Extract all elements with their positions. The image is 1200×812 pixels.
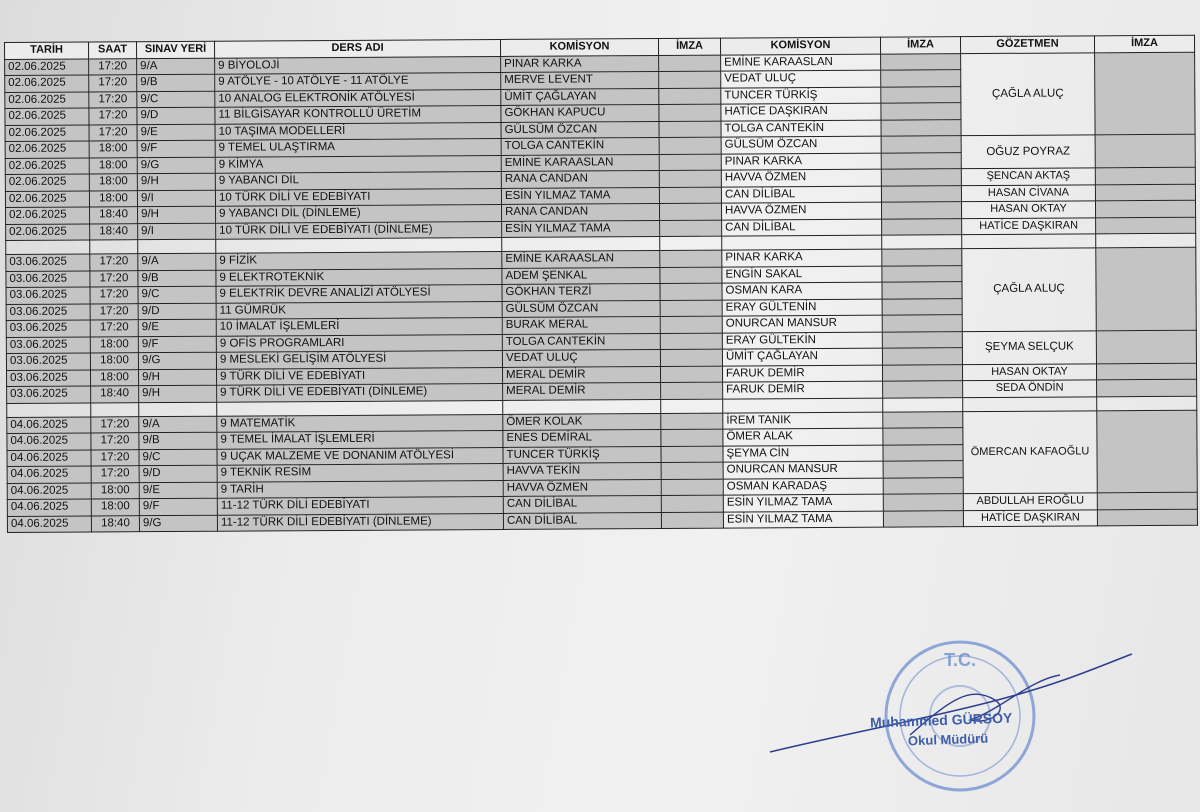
cell-time: 17:20 xyxy=(89,124,137,141)
cell-signature-2 xyxy=(881,103,961,120)
cell-date: 03.06.2025 xyxy=(6,287,90,304)
cell-commission-1: RANA CANDAN xyxy=(501,170,659,187)
cell-commission-1: ENES DEMİRAL xyxy=(503,429,661,446)
cell-commission-1: ÜMİT ÇAĞLAYAN xyxy=(501,88,659,105)
cell-signature-1 xyxy=(661,446,723,463)
cell-time: 17:20 xyxy=(89,75,137,92)
cell-proctor: HASAN CİVANA xyxy=(961,184,1095,201)
cell-course: 9 MESLEKİ GELİŞİM ATÖLYESİ xyxy=(216,350,502,368)
header-gozetmen: GÖZETMEN xyxy=(960,36,1094,53)
cell-commission-1: TOLGA CANTEKİN xyxy=(501,138,659,155)
cell-signature-2 xyxy=(882,282,962,299)
cell-room: 9/H xyxy=(138,206,216,223)
cell-signature-3 xyxy=(1095,134,1195,168)
cell-date: 03.06.2025 xyxy=(6,320,90,337)
cell-date: 04.06.2025 xyxy=(7,499,91,516)
cell-commission-2: TOLGA CANTEKİN xyxy=(721,120,881,137)
cell-signature-2 xyxy=(881,202,961,219)
cell-signature-2 xyxy=(882,298,962,315)
cell-time: 17:20 xyxy=(91,449,139,466)
cell-signature-1 xyxy=(659,121,721,138)
cell-signature-2 xyxy=(881,152,961,169)
cell-signature-3 xyxy=(1095,167,1195,184)
cell-course: 10 İMALAT İŞLEMLERİ xyxy=(216,317,502,335)
cell-commission-2: HAVVA ÖZMEN xyxy=(721,202,881,219)
cell-time: 17:20 xyxy=(89,58,137,75)
cell-signature-1 xyxy=(659,170,721,187)
cell-signature-3 xyxy=(1096,330,1196,364)
cell-commission-2: ONURCAN MANSUR xyxy=(722,315,882,332)
cell-room: 9/E xyxy=(137,124,215,141)
cell-commission-2: PINAR KARKA xyxy=(721,153,881,170)
cell-signature-2 xyxy=(883,494,963,511)
cell-commission-2: ESİN YILMAZ TAMA xyxy=(723,511,883,528)
cell-course: 9 KİMYA xyxy=(215,155,501,173)
cell-time: 18:40 xyxy=(91,515,139,532)
cell-commission-1: CAN DİLİBAL xyxy=(503,512,661,529)
cell-signature-2 xyxy=(881,136,961,153)
header-imza-3: İMZA xyxy=(1094,35,1194,52)
cell-date: 02.06.2025 xyxy=(6,223,90,240)
cell-signature-3 xyxy=(1095,184,1195,201)
cell-signature-1 xyxy=(661,479,723,496)
cell-signature-1 xyxy=(661,462,723,479)
cell-course: 9 TEKNİK RESİM xyxy=(217,463,503,481)
cell-commission-1: GÜLSÜM ÖZCAN xyxy=(501,121,659,138)
cell-signature-3 xyxy=(1097,410,1198,493)
cell-course: 9 UÇAK MALZEME VE DONANIM ATÖLYESİ xyxy=(217,447,503,465)
header-sinav-yeri: SINAV YERİ xyxy=(137,41,215,58)
cell-time: 18:00 xyxy=(90,353,138,370)
cell-room: 9/G xyxy=(139,515,217,532)
cell-signature-2 xyxy=(882,348,962,365)
cell-date: 03.06.2025 xyxy=(7,386,91,403)
cell-signature-1 xyxy=(660,250,722,267)
cell-time: 18:00 xyxy=(90,336,138,353)
cell-course: 9 ELEKTRİK DEVRE ANALİZİ ATÖLYESİ xyxy=(216,284,502,302)
cell-time: 18:00 xyxy=(89,190,137,207)
cell-signature-2 xyxy=(883,477,963,494)
cell-course: 10 TÜRK DİLİ VE EDEBİYATI xyxy=(215,188,501,206)
cell-signature-2 xyxy=(882,331,962,348)
cell-room: 9/H xyxy=(139,369,217,386)
cell-signature-3 xyxy=(1097,509,1197,526)
header-imza-2: İMZA xyxy=(880,37,960,54)
cell-date: 03.06.2025 xyxy=(6,254,90,271)
cell-signature-2 xyxy=(881,70,961,87)
cell-commission-2: İREM TANIK xyxy=(723,412,883,429)
cell-commission-1: GÖKHAN TERZİ xyxy=(502,283,660,300)
cell-date: 04.06.2025 xyxy=(7,416,91,433)
cell-course: 11 BİLGİSAYAR KONTROLLÜ ÜRETİM xyxy=(215,105,501,123)
cell-time: 18:00 xyxy=(89,157,137,174)
cell-commission-2: TUNCER TÜRKİŞ xyxy=(721,87,881,104)
exam-schedule-sheet xyxy=(4,35,1198,533)
cell-date: 02.06.2025 xyxy=(5,141,89,158)
cell-date: 04.06.2025 xyxy=(7,466,91,483)
cell-room: 9/C xyxy=(139,449,217,466)
cell-proctor: HATİCE DAŞKIRAN xyxy=(963,509,1097,526)
cell-signature-3 xyxy=(1095,200,1195,217)
cell-date: 04.06.2025 xyxy=(7,449,91,466)
cell-course: 9 MATEMATİK xyxy=(217,414,503,432)
cell-commission-1: TOLGA CANTEKİN xyxy=(502,333,660,350)
cell-date: 02.06.2025 xyxy=(6,207,90,224)
cell-commission-1: HAVVA ÖZMEN xyxy=(503,479,661,496)
cell-time: 17:20 xyxy=(90,320,138,337)
cell-room: 9/F xyxy=(138,336,216,353)
cell-date: 02.06.2025 xyxy=(5,91,89,108)
cell-commission-2: ONURCAN MANSUR xyxy=(723,461,883,478)
cell-commission-2: OSMAN KARADAŞ xyxy=(723,478,883,495)
cell-commission-2: PINAR KARKA xyxy=(722,249,882,266)
cell-room: 9/D xyxy=(139,465,217,482)
cell-proctor: ŞEYMA SELÇUK xyxy=(962,330,1096,364)
cell-signature-1 xyxy=(660,283,722,300)
cell-date: 03.06.2025 xyxy=(6,270,90,287)
cell-course: 9 TÜRK DİLİ VE EDEBİYATI (DİNLEME) xyxy=(217,383,503,401)
cell-course: 9 YABANCI DİL (DİNLEME) xyxy=(216,204,502,222)
cell-signature-1 xyxy=(660,220,722,237)
cell-commission-1: ESİN YILMAZ TAMA xyxy=(502,220,660,237)
cell-commission-2: HAVVA ÖZMEN xyxy=(721,169,881,186)
cell-room: 9/B xyxy=(139,432,217,449)
cell-signature-2 xyxy=(881,86,961,103)
cell-date: 02.06.2025 xyxy=(5,58,89,75)
cell-signature-1 xyxy=(659,71,721,88)
cell-date: 02.06.2025 xyxy=(5,108,89,125)
cell-commission-1: ADEM ŞENKAL xyxy=(502,267,660,284)
cell-signature-1 xyxy=(660,333,722,350)
header-tarih: TARİH xyxy=(5,42,89,59)
cell-signature-1 xyxy=(659,137,721,154)
cell-proctor: ABDULLAH EROĞLU xyxy=(963,493,1097,510)
cell-room: 9/G xyxy=(137,157,215,174)
header-saat: SAAT xyxy=(89,42,137,59)
cell-signature-2 xyxy=(883,444,963,461)
cell-course: 9 ELEKTROTEKNİK xyxy=(216,268,502,286)
cell-room: 9/H xyxy=(137,173,215,190)
cell-commission-1: ÖMER KOLAK xyxy=(503,413,661,430)
signer-title: Okul Müdürü xyxy=(907,730,989,749)
cell-room: 9/C xyxy=(137,91,215,108)
cell-signature-1 xyxy=(661,495,723,512)
cell-signature-2 xyxy=(881,119,961,136)
cell-date: 04.06.2025 xyxy=(7,515,91,532)
header-ders-adi: DERS ADI xyxy=(214,39,500,57)
header-komisyon-2: KOMİSYON xyxy=(720,37,880,54)
cell-commission-2: ÖMER ALAK xyxy=(723,428,883,445)
cell-course: 9 TEMEL İMALAT İŞLEMLERİ xyxy=(217,430,503,448)
header-imza-1: İMZA xyxy=(658,38,720,55)
cell-commission-1: ESİN YILMAZ TAMA xyxy=(501,187,659,204)
cell-commission-2: FARUK DEMİR xyxy=(722,365,882,382)
cell-date: 02.06.2025 xyxy=(5,75,89,92)
cell-date: 03.06.2025 xyxy=(6,336,90,353)
cell-proctor: ŞENCAN AKTAŞ xyxy=(961,168,1095,185)
cell-commission-1: BURAK MERAL xyxy=(502,316,660,333)
cell-signature-1 xyxy=(660,300,722,317)
cell-commission-1: MERAL DEMİR xyxy=(502,366,660,383)
cell-room: 9/F xyxy=(139,498,217,515)
cell-proctor: HASAN OKTAY xyxy=(961,201,1095,218)
cell-signature-1 xyxy=(661,512,723,529)
cell-commission-2: ERAY GÜLTENİN xyxy=(722,299,882,316)
cell-commission-1: EMİNE KARAASLAN xyxy=(502,250,660,267)
cell-signature-2 xyxy=(882,364,962,381)
cell-proctor: HASAN OKTAY xyxy=(962,363,1096,380)
cell-signature-1 xyxy=(659,88,721,105)
cell-commission-1: CAN DİLİBAL xyxy=(503,495,661,512)
cell-signature-1 xyxy=(660,267,722,284)
cell-room: 9/I xyxy=(137,190,215,207)
cell-room: 9/B xyxy=(138,270,216,287)
cell-signature-1 xyxy=(661,429,723,446)
cell-course: 11 GÜMRÜK xyxy=(216,301,502,319)
cell-course: 10 ANALOG ELEKTRONİK ATÖLYESİ xyxy=(215,89,501,107)
cell-signature-2 xyxy=(881,185,961,202)
cell-time: 18:00 xyxy=(91,369,139,386)
cell-proctor: ÇAĞLA ALUÇ xyxy=(962,248,1097,331)
cell-time: 18:00 xyxy=(91,482,139,499)
cell-signature-2 xyxy=(882,218,962,235)
cell-commission-1: VEDAT ULUÇ xyxy=(502,349,660,366)
cell-room: 9/D xyxy=(138,303,216,320)
cell-commission-1: GÜLSÜM ÖZCAN xyxy=(502,300,660,317)
cell-commission-2: ERAY GÜLTEKİN xyxy=(722,332,882,349)
stamp-top-text: T.C. xyxy=(943,650,977,670)
cell-proctor: ÖMERCAN KAFAOĞLU xyxy=(963,410,1098,493)
cell-commission-2: EMİNE KARAASLAN xyxy=(721,54,881,71)
cell-date: 04.06.2025 xyxy=(7,482,91,499)
cell-commission-1: GÖKHAN KAPUCU xyxy=(501,105,659,122)
cell-commission-2: CAN DİLİBAL xyxy=(722,219,882,236)
cell-signature-2 xyxy=(882,265,962,282)
cell-course: 9 TÜRK DİLİ VE EDEBİYATI xyxy=(216,367,502,385)
cell-time: 17:20 xyxy=(90,254,138,271)
cell-room: 9/F xyxy=(137,140,215,157)
cell-commission-2: HATİCE DAŞKIRAN xyxy=(721,103,881,120)
cell-signature-1 xyxy=(661,413,723,430)
cell-commission-1: TUNCER TÜRKİŞ xyxy=(503,446,661,463)
cell-signature-1 xyxy=(659,55,721,72)
cell-commission-2: ENGİN SAKAL xyxy=(722,266,882,283)
cell-commission-1: PINAR KARKA xyxy=(501,55,659,72)
cell-room: 9/I xyxy=(138,223,216,240)
cell-proctor: SEDA ÖNDİN xyxy=(963,380,1097,397)
cell-course: 10 TAŞIMA MODELLERİ xyxy=(215,122,501,140)
cell-date: 02.06.2025 xyxy=(5,190,89,207)
signer-name: Muhammed GÜRSOY xyxy=(869,709,1013,731)
cell-commission-1: EMİNE KARAASLAN xyxy=(501,154,659,171)
cell-commission-2: ESİN YILMAZ TAMA xyxy=(723,494,883,511)
cell-signature-3 xyxy=(1096,217,1196,234)
cell-time: 17:20 xyxy=(90,303,138,320)
cell-signature-1 xyxy=(660,349,722,366)
cell-date: 02.06.2025 xyxy=(5,157,89,174)
cell-signature-3 xyxy=(1096,363,1196,380)
cell-room: 9/H xyxy=(139,385,217,402)
cell-proctor: OĞUZ POYRAZ xyxy=(961,135,1095,169)
cell-room: 9/A xyxy=(138,253,216,270)
cell-signature-2 xyxy=(883,461,963,478)
cell-time: 17:20 xyxy=(91,466,139,483)
cell-room: 9/E xyxy=(138,319,216,336)
cell-proctor: HATİCE DAŞKIRAN xyxy=(962,217,1096,234)
cell-signature-1 xyxy=(659,154,721,171)
cell-signature-1 xyxy=(659,203,721,220)
cell-commission-1: MERAL DEMİR xyxy=(503,382,661,399)
cell-date: 03.06.2025 xyxy=(6,353,90,370)
cell-signature-1 xyxy=(659,104,721,121)
cell-signature-2 xyxy=(883,411,963,428)
cell-time: 18:40 xyxy=(90,223,138,240)
cell-time: 18:00 xyxy=(89,141,137,158)
cell-time: 18:00 xyxy=(89,174,137,191)
cell-signature-2 xyxy=(881,53,961,70)
cell-date: 02.06.2025 xyxy=(5,124,89,141)
cell-signature-3 xyxy=(1097,492,1197,509)
cell-signature-1 xyxy=(661,382,723,399)
cell-room: 9/E xyxy=(139,482,217,499)
cell-course: 9 ATÖLYE - 10 ATÖLYE - 11 ATÖLYE xyxy=(215,72,501,90)
cell-course: 9 TARİH xyxy=(217,480,503,498)
cell-room: 9/B xyxy=(137,74,215,91)
cell-signature-2 xyxy=(882,249,962,266)
cell-commission-2: OSMAN KARA xyxy=(722,282,882,299)
cell-signature-1 xyxy=(660,366,722,383)
cell-signature-3 xyxy=(1095,52,1196,135)
cell-course: 9 TEMEL ULAŞTIRMA xyxy=(215,138,501,156)
cell-course: 11-12 TÜRK DİLİ EDEBİYATI xyxy=(217,496,503,514)
cell-room: 9/D xyxy=(137,107,215,124)
cell-signature-2 xyxy=(882,315,962,332)
cell-course: 9 YABANCI DİL xyxy=(215,171,501,189)
cell-course: 9 FİZİK xyxy=(216,251,502,269)
cell-commission-2: ŞEYMA CİN xyxy=(723,445,883,462)
cell-commission-1: HAVVA TEKİN xyxy=(503,462,661,479)
cell-time: 17:20 xyxy=(90,287,138,304)
cell-signature-1 xyxy=(659,187,721,204)
cell-proctor: ÇAĞLA ALUÇ xyxy=(961,52,1096,135)
cell-course: 11-12 TÜRK DİLİ EDEBİYATI (DİNLEME) xyxy=(217,513,503,531)
cell-signature-1 xyxy=(660,316,722,333)
cell-time: 18:00 xyxy=(91,499,139,516)
cell-room: 9/G xyxy=(138,352,216,369)
cell-time: 17:20 xyxy=(90,270,138,287)
cell-signature-2 xyxy=(881,169,961,186)
cell-time: 17:20 xyxy=(89,91,137,108)
cell-time: 17:20 xyxy=(91,416,139,433)
cell-date: 02.06.2025 xyxy=(5,174,89,191)
cell-commission-2: ÜMİT ÇAĞLAYAN xyxy=(722,348,882,365)
cell-commission-1: MERVE LEVENT xyxy=(501,72,659,89)
cell-date: 03.06.2025 xyxy=(6,303,90,320)
cell-commission-2: CAN DİLİBAL xyxy=(721,186,881,203)
cell-course: 9 BİYOLOJİ xyxy=(215,56,501,74)
cell-date: 04.06.2025 xyxy=(7,433,91,450)
cell-time: 18:40 xyxy=(91,386,139,403)
cell-signature-2 xyxy=(883,381,963,398)
cell-commission-2: VEDAT ULUÇ xyxy=(721,70,881,87)
cell-course: 10 TÜRK DİLİ VE EDEBİYATI (DİNLEME) xyxy=(216,221,502,239)
cell-signature-3 xyxy=(1097,379,1197,396)
cell-date: 03.06.2025 xyxy=(7,369,91,386)
cell-commission-2: FARUK DEMİR xyxy=(723,381,883,398)
cell-time: 17:20 xyxy=(89,108,137,125)
cell-room: 9/C xyxy=(138,286,216,303)
header-komisyon-1: KOMİSYON xyxy=(500,39,658,56)
cell-signature-3 xyxy=(1096,247,1197,330)
cell-time: 18:40 xyxy=(90,207,138,224)
exam-schedule-table xyxy=(4,35,1198,533)
cell-room: 9/A xyxy=(139,416,217,433)
cell-commission-1: RANA CANDAN xyxy=(502,203,660,220)
cell-signature-2 xyxy=(883,428,963,445)
cell-time: 17:20 xyxy=(91,433,139,450)
cell-course: 9 OFİS PROGRAMLARI xyxy=(216,334,502,352)
cell-signature-2 xyxy=(883,510,963,527)
cell-commission-2: GÜLSÜM ÖZCAN xyxy=(721,136,881,153)
cell-room: 9/A xyxy=(137,58,215,75)
